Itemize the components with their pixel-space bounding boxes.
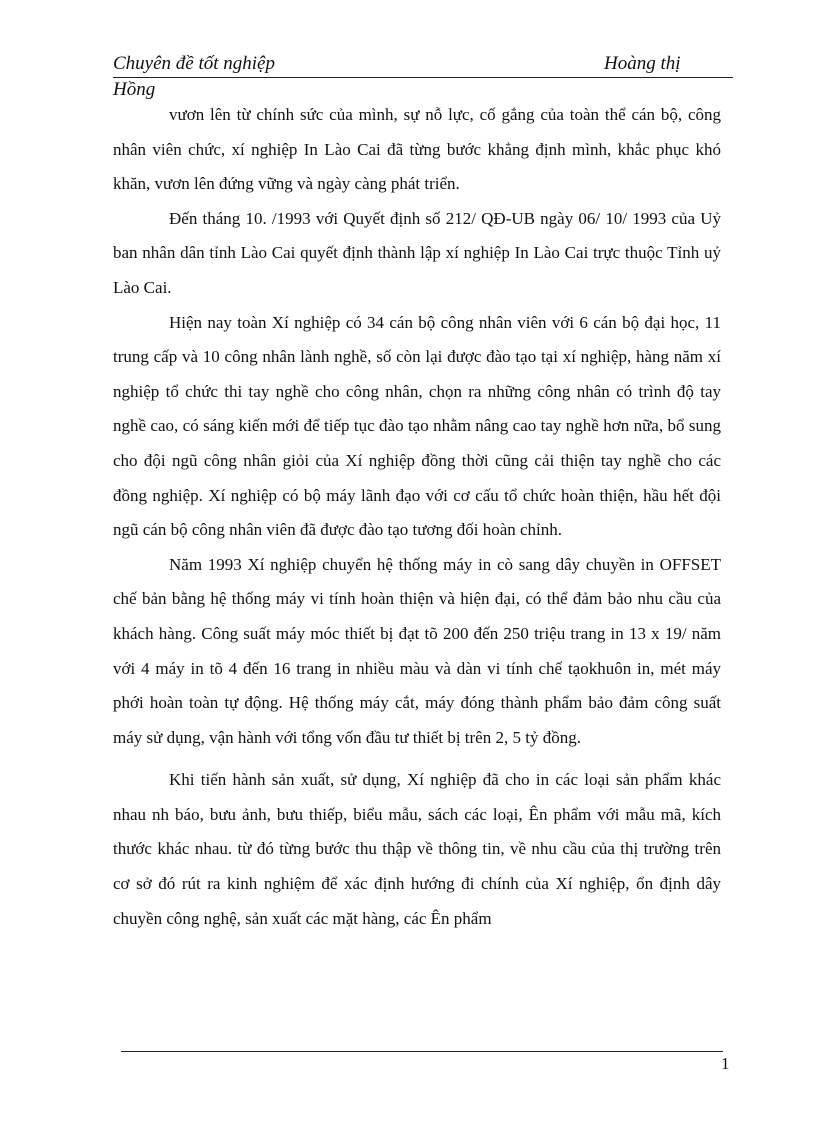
paragraph-1: vươn lên từ chính sức của mình, sự nỗ lực, cố gắng của toàn thể cán bộ, công nhân viên chức, xí nghiệp In Lào Cai đã từng bước khẳng định mình, khắc phục khó khăn, vươn lên đứng vững và ngày càng phát triển. — [113, 105, 721, 194]
paragraph-3: Hiện nay toàn Xí nghiệp có 34 cán bộ công nhân viên với 6 cán bộ đại học, 11 trung cấp và 10 công nhân lành nghề, số còn lại được đào tạo tại xí nghiệp, hàng năm xí nghiệp tổ chức thi tay nghề cho công nhân, chọn ra những công nhân có trình độ tay nghề cao, có sáng kiến mới để tiếp tục đào tạo nhằm nâng cao tay nghề hơn nữa, bổ sung cho đội ngũ công nhân giỏi của Xí nghiệp đồng thời cũng cải thiện tay nghề cho các đồng nghiệp. Xí nghiệp có bộ máy lãnh đạo với cơ cấu tổ chức hoàn thiện, hầu hết đội ngũ cán bộ công nhân viên đã được đào tạo tương đối hoàn chỉnh. — [113, 312, 721, 540]
paragraph-2: Đến tháng 10. /1993 với Quyết định số 212/ QĐ-UB ngày 06/ 10/ 1993 của Uỷ ban nhân dân tỉnh Lào Cai quyết định thành lập xí nghiệp In Lào Cai trực thuộc Tỉnh uỷ Lào Cai. — [113, 208, 721, 297]
running-header-author: Hoàng thị — [604, 53, 681, 74]
paragraph-5: Khi tiến hành sản xuất, sử dụng, Xí nghiệp đã cho in các loại sản phẩm khác nhau nh báo, bưu ảnh, bưu thiếp, biểu mẫu, sách các loại, Ên phẩm với mẫu mã, kích thước khác nhau. từ đó từng bước thu thập về thông tin, về nhu cầu của thị trường trên cơ sở đó rút ra kinh nghiệm để xác định hướng đi chính của Xí nghiệp, ổn định dây chuyền công nghệ, sản xuất các mặt hàng, các Ên phẩm — [113, 770, 721, 928]
document-body — [113, 98, 721, 936]
page-number: 1 — [721, 1054, 730, 1073]
running-header-title: Chuyên đề tốt nghiệp — [113, 53, 275, 74]
running-header-author-wrap: Hồng — [113, 79, 156, 100]
header-rule — [113, 77, 733, 78]
paragraph-4: Năm 1993 Xí nghiệp chuyển hệ thống máy in cò sang dây chuyền in OFFSET chế bản bằng hệ thống máy vi tính hoàn thiện và hiện đại, có thể đảm bảo nhu cầu của khách hàng. Công suất máy móc thiết bị đạt tõ 200 đến 250 triệu trang in 13 x 19/ năm với 4 máy in tõ 4 đến 16 trang in nhiều màu và dàn vi tính chế tạokhuôn in, mét máy phới hoàn toàn tự động. Hệ thống máy cắt, máy đóng thành phẩm bảo đảm công suất máy sử dụng, vận hành với tổng vốn đầu tư thiết bị trên 2, 5 tỷ đồng. — [113, 554, 721, 747]
footer-rule — [121, 1051, 723, 1052]
